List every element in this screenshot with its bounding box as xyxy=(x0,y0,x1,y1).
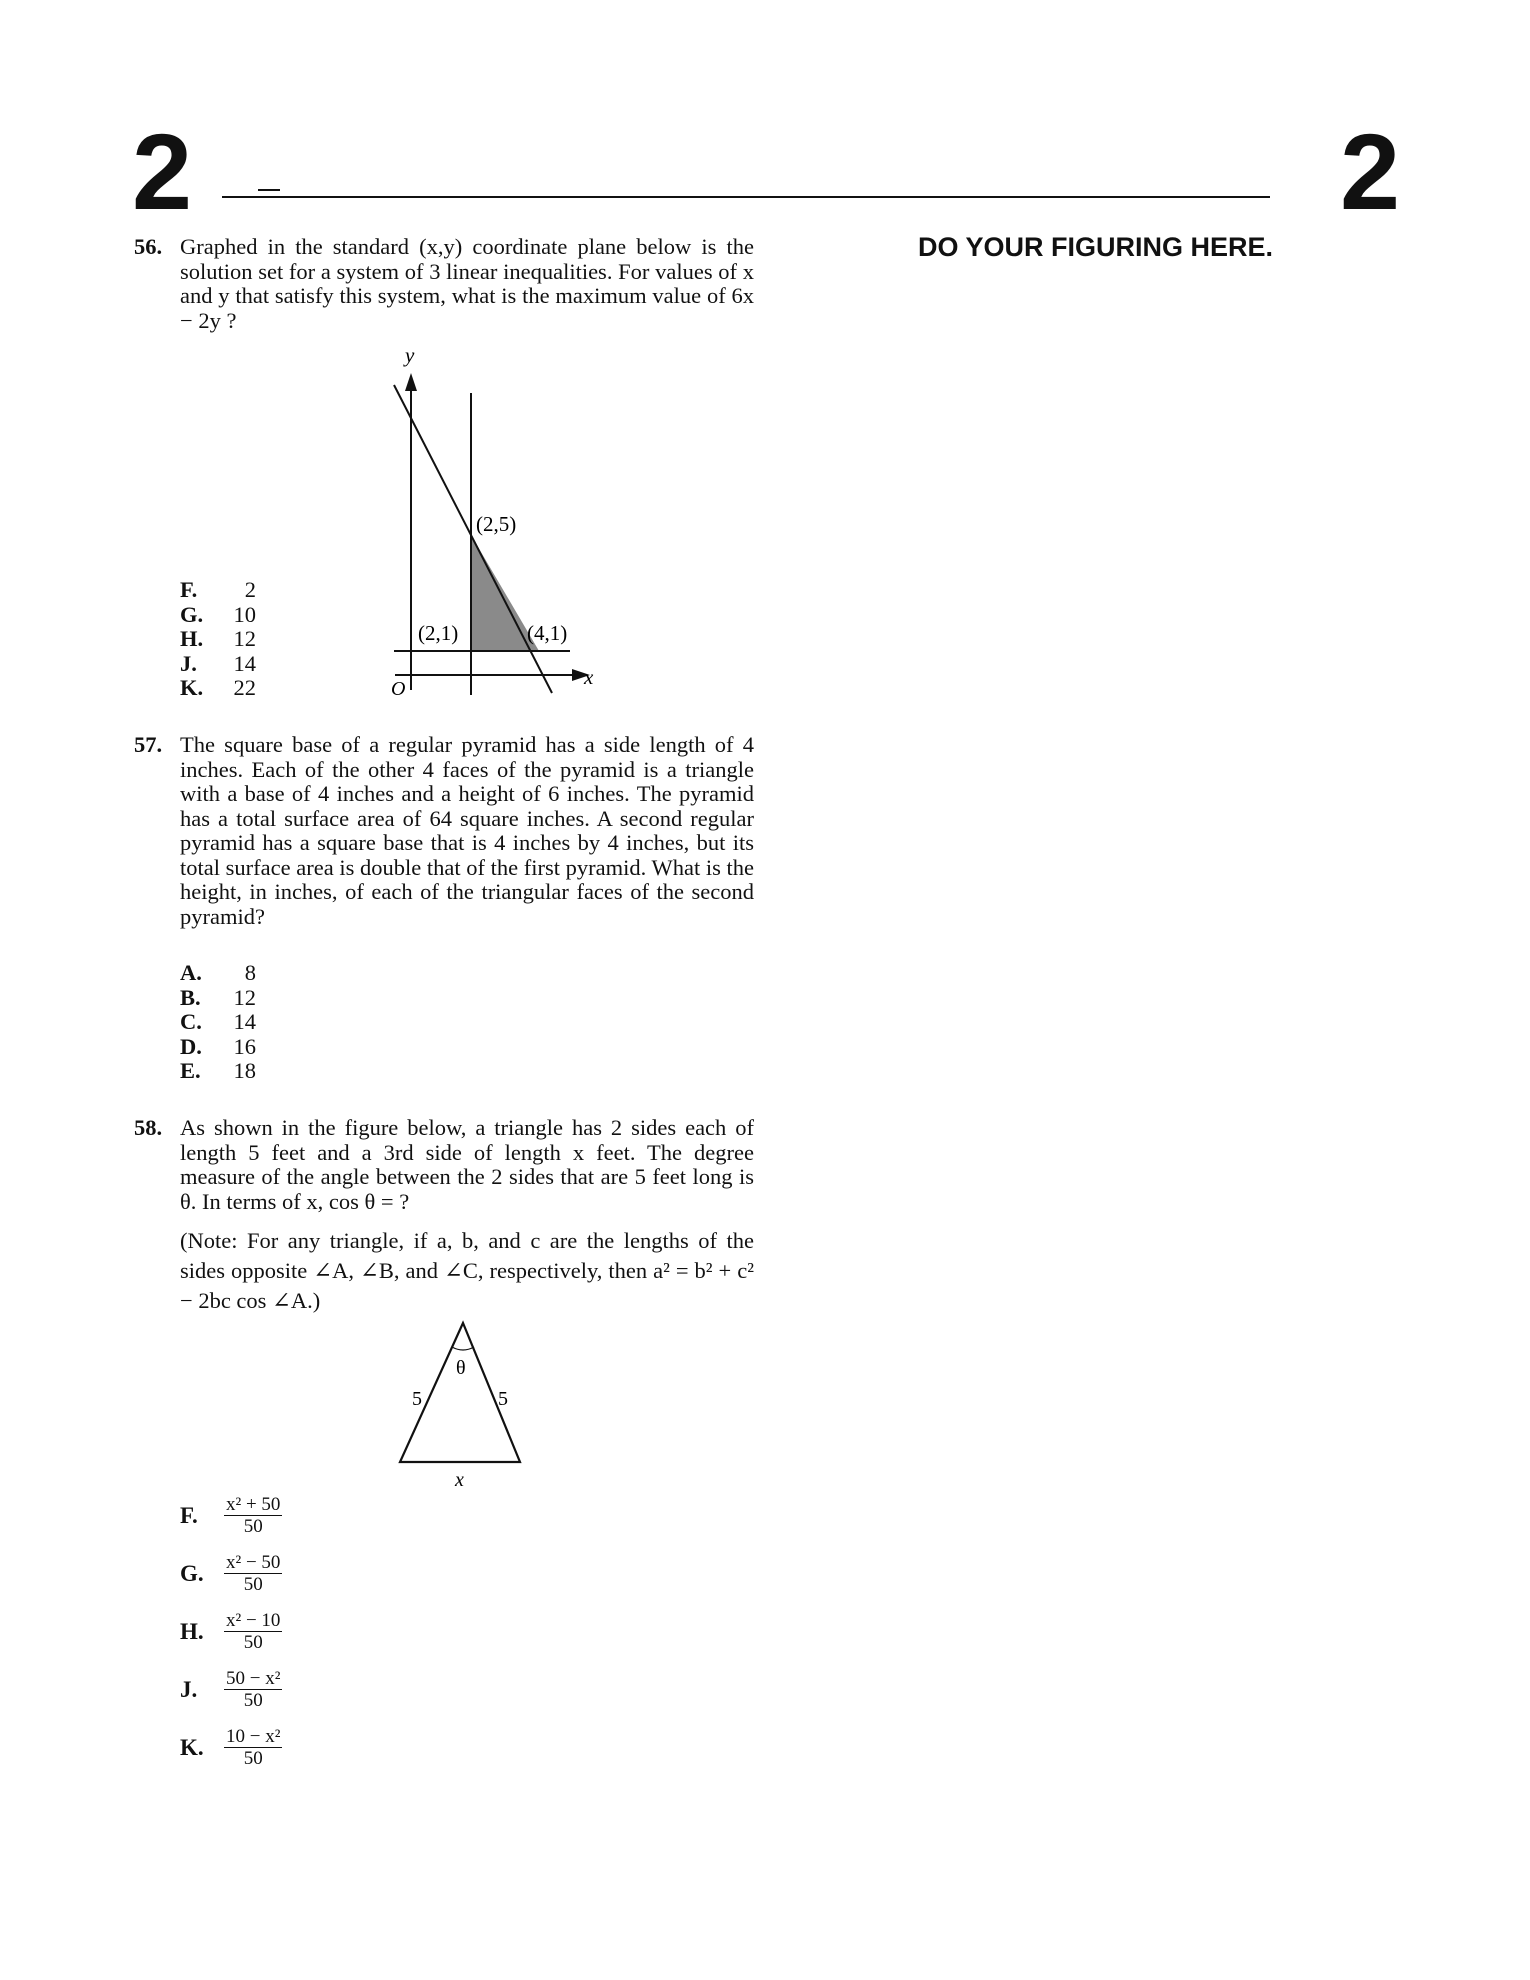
question-text: Graphed in the standard (x,y) coordinate plane below is the solution set for a system of 3 linear inequalities. For values of x and y that satisfy this system, what is the maximum value of 6x − 2y ? xyxy=(180,234,754,333)
inequality-graph xyxy=(380,345,620,705)
fraction-numerator: x² − 10 xyxy=(226,1610,281,1631)
y-axis-arrow xyxy=(405,373,417,391)
fraction-numerator: 50 − x² xyxy=(226,1668,281,1689)
question-57 xyxy=(134,733,754,929)
left-side-label: 5 xyxy=(412,1388,422,1410)
right-side-label: 5 xyxy=(498,1388,508,1410)
option-value: 22 xyxy=(233,675,256,700)
option-value: 10 xyxy=(233,601,256,627)
answer-option[interactable] xyxy=(180,1059,256,1084)
vertex-label-4-1: (4,1) xyxy=(527,621,568,645)
answer-option[interactable] xyxy=(180,1610,380,1653)
answer-option[interactable] xyxy=(180,1668,380,1711)
answer-option[interactable] xyxy=(180,961,256,986)
option-letter: E. xyxy=(180,1058,201,1083)
option-letter: B. xyxy=(180,984,201,1010)
answer-option[interactable] xyxy=(180,1035,256,1060)
option-letter: G. xyxy=(180,601,204,627)
section-number-left: 2 xyxy=(132,111,193,232)
option-letter: J. xyxy=(180,650,197,676)
option-letter: H. xyxy=(180,626,204,651)
fraction-numerator: x² − 50 xyxy=(226,1552,281,1573)
q57-options xyxy=(180,961,256,1084)
option-letter: K. xyxy=(180,1734,204,1760)
option-value: 16 xyxy=(233,1033,256,1059)
option-letter: G. xyxy=(180,1560,204,1586)
option-letter: A. xyxy=(180,960,202,985)
triangle-figure xyxy=(385,1315,535,1490)
answer-option[interactable] xyxy=(180,1726,380,1769)
fraction-numerator: 10 − x² xyxy=(226,1726,281,1747)
answer-option[interactable] xyxy=(180,603,256,628)
option-letter: J. xyxy=(180,1676,198,1702)
fraction-denominator: 50 xyxy=(243,1632,263,1653)
answer-option[interactable] xyxy=(180,676,256,701)
fraction-denominator: 50 xyxy=(243,1574,263,1595)
option-value: 2 xyxy=(244,577,256,602)
fraction-denominator: 50 xyxy=(243,1690,263,1711)
question-58 xyxy=(134,1116,754,1316)
answer-option[interactable] xyxy=(180,1552,380,1595)
section-number-right: 2 xyxy=(1340,111,1401,232)
answer-option[interactable] xyxy=(180,1494,380,1537)
option-letter: H. xyxy=(180,1618,204,1644)
question-number: 56. xyxy=(134,234,163,259)
figuring-label: DO YOUR FIGURING HERE. xyxy=(918,232,1274,262)
y-axis-label: y xyxy=(405,345,415,367)
option-value: 18 xyxy=(233,1058,256,1083)
question-number: 57. xyxy=(134,732,163,757)
answer-option[interactable] xyxy=(180,986,256,1011)
option-letter: K. xyxy=(180,675,204,700)
fraction-denominator: 50 xyxy=(243,1516,263,1537)
option-value: 12 xyxy=(233,626,256,651)
option-value: 8 xyxy=(244,960,256,985)
header-rule xyxy=(222,196,1270,198)
question-note: (Note: For any triangle, if a, b, and c are the lengths of the sides opposite ∠A, ∠B, and ∠C, respectively, then a² = b² + c² − 2bc cos ∠A.) xyxy=(180,1228,754,1313)
q56-options xyxy=(180,578,256,701)
option-value: 14 xyxy=(233,650,256,676)
option-letter: D. xyxy=(180,1033,202,1059)
option-fraction xyxy=(224,1726,282,1769)
header-dash xyxy=(258,189,280,191)
vertex-label-2-1: (2,1) xyxy=(418,621,459,645)
question-56 xyxy=(134,235,754,333)
option-fraction xyxy=(224,1668,282,1711)
fraction-numerator: x² + 50 xyxy=(226,1494,281,1515)
option-fraction xyxy=(224,1610,282,1653)
option-value: 12 xyxy=(233,984,256,1010)
question-text: As shown in the figure below, a triangle has 2 sides each of length 5 feet and a 3rd side of length x feet. The degree measure of the angle between the 2 sides that are 5 feet long is θ. In terms of x, cos θ = ? xyxy=(180,1115,754,1214)
answer-option[interactable] xyxy=(180,1010,256,1035)
option-letter: F. xyxy=(180,577,198,602)
vertex-label-2-5: (2,5) xyxy=(476,512,517,536)
option-letter: F. xyxy=(180,1502,198,1528)
x-axis-label: x xyxy=(584,665,594,689)
answer-option[interactable] xyxy=(180,652,256,677)
fraction-denominator: 50 xyxy=(243,1748,263,1769)
question-number: 58. xyxy=(134,1115,163,1140)
answer-option[interactable] xyxy=(180,578,256,603)
answer-option[interactable] xyxy=(180,627,256,652)
angle-arc xyxy=(452,1347,474,1350)
option-value: 14 xyxy=(233,1009,256,1034)
angle-label: θ xyxy=(456,1357,466,1379)
option-letter: C. xyxy=(180,1009,202,1034)
option-fraction xyxy=(224,1552,282,1595)
option-fraction xyxy=(224,1494,282,1537)
base-label: x xyxy=(455,1469,464,1490)
origin-label: O xyxy=(391,678,406,700)
question-text: The square base of a regular pyramid has a side length of 4 inches. Each of the other 4 faces of the pyramid is a triangle with a base of 4 inches and a height of 6 inches. The pyramid has a total surface area of 64 square inches. A second regular pyramid has a square base that is 4 inches by 4 inches, but its total surface area is double that of the first pyramid. What is the height, in inches, of each of the triangular faces of the second pyramid? xyxy=(180,732,754,929)
